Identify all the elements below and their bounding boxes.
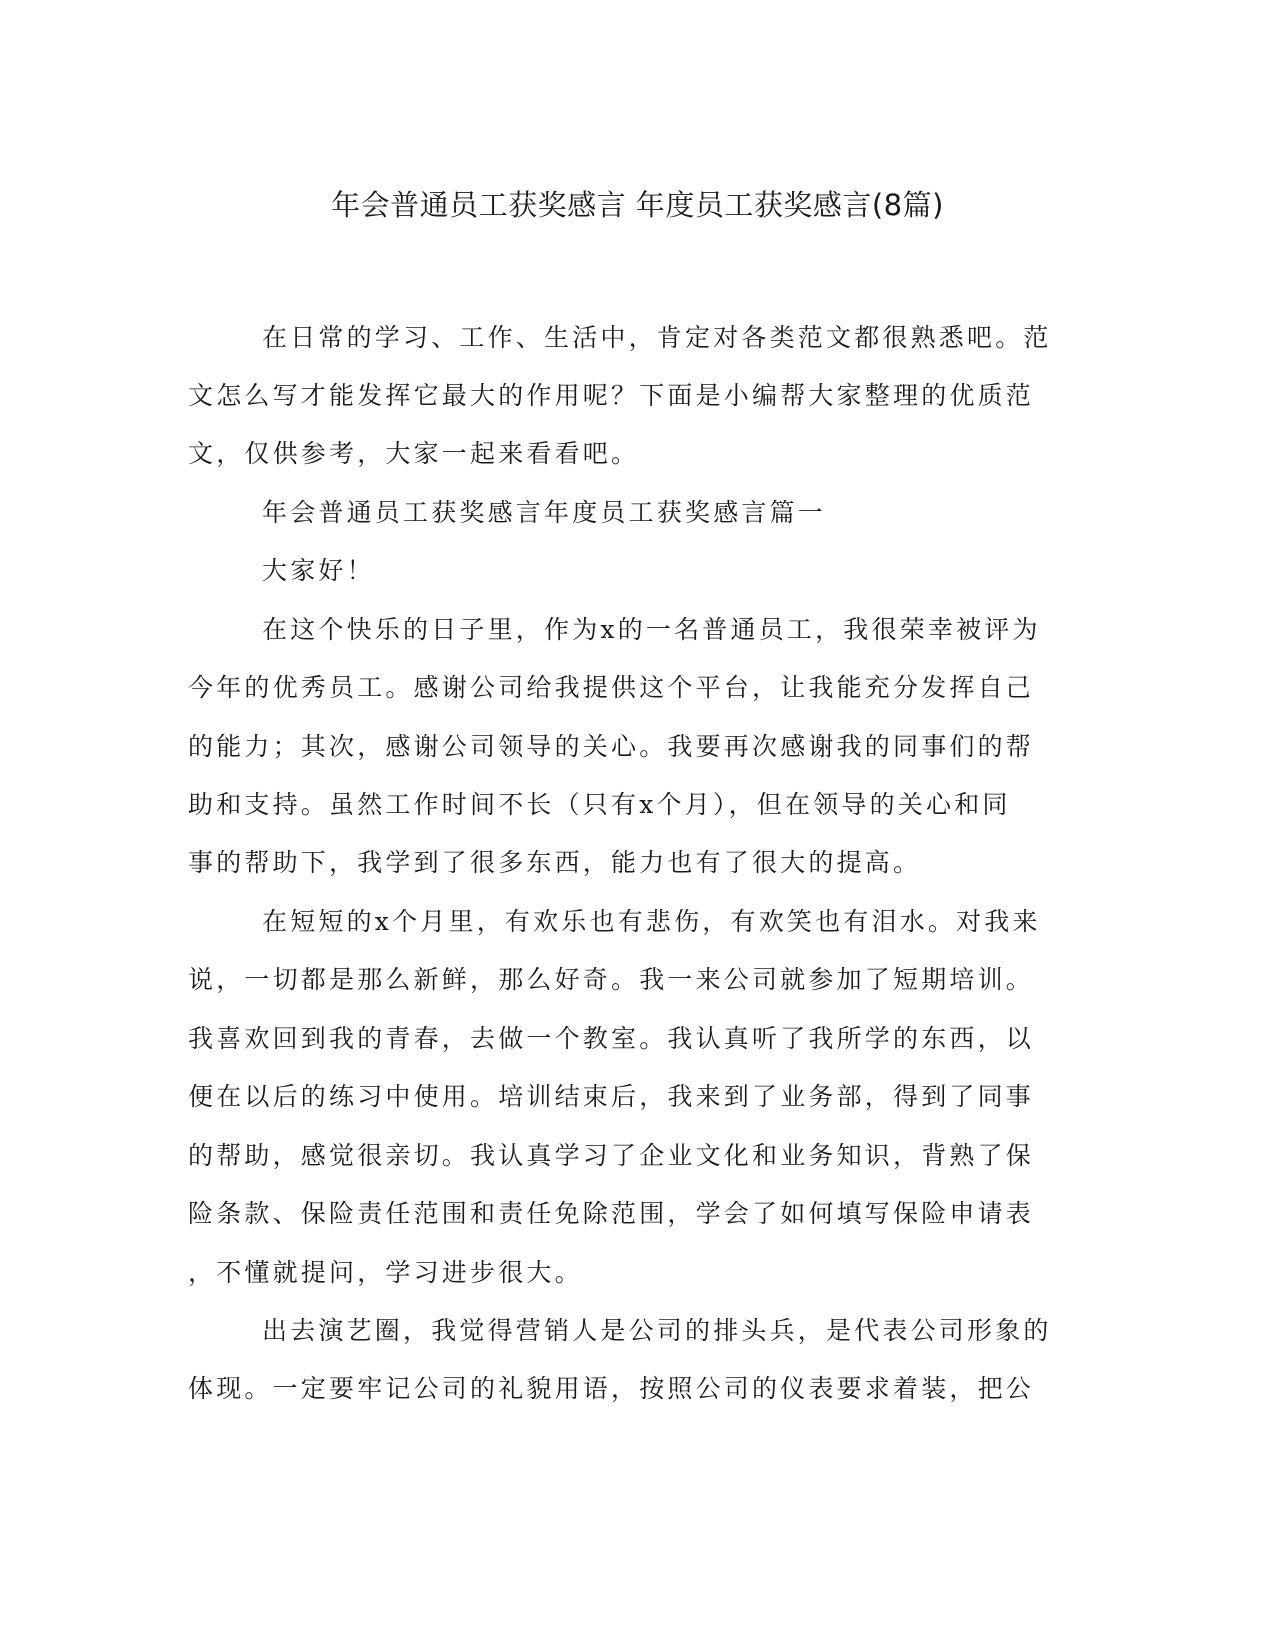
text-line: 今年的优秀员工。感谢公司给我提供这个平台，让我能充分发挥自己 (188, 673, 1035, 702)
text-line: 在短短的x个月里，有欢乐也有悲伤，有欢笑也有泪水。对我来 (262, 907, 1041, 936)
text-line: 年会普通员工获奖感言年度员工获奖感言篇一 (262, 498, 827, 527)
text-line: 在这个快乐的日子里，作为x的一名普通员工，我很荣幸被评为 (262, 615, 1041, 644)
text-line: 体现。一定要牢记公司的礼貌用语，按照公司的仪表要求着装，把公 (188, 1374, 1035, 1403)
text-line: 的能力；其次，感谢公司领导的关心。我要再次感谢我的同事们的帮 (188, 732, 1035, 761)
text-line: 险条款、保险责任范围和责任免除范围，学会了如何填写保险申请表 (188, 1199, 1035, 1228)
text-line: 在日常的学习、工作、生活中，肯定对各类范文都很熟悉吧。范 (262, 323, 1052, 352)
text-line: 助和支持。虽然工作时间不长（只有x个月），但在领导的关心和同 (188, 790, 1011, 819)
document-title: 年会普通员工获奖感言 年度员工获奖感言(8篇) (331, 188, 944, 222)
text-line: 文，仅供参考，大家一起来看看吧。 (188, 439, 640, 468)
text-line: 说，一切都是那么新鲜，那么好奇。我一来公司就参加了短期培训。 (188, 965, 1035, 994)
text-line: 的帮助，感觉很亲切。我认真学习了企业文化和业务知识，背熟了保 (188, 1141, 1035, 1170)
text-line: ，不懂就提问，学习进步很大。 (188, 1258, 583, 1287)
text-line: 便在以后的练习中使用。培训结束后，我来到了业务部，得到了同事 (188, 1082, 1035, 1111)
text-line: 我喜欢回到我的青春，去做一个教室。我认真听了我所学的东西，以 (188, 1024, 1035, 1053)
text-line: 大家好！ (262, 556, 375, 585)
text-line: 出去演艺圈，我觉得营销人是公司的排头兵，是代表公司形象的 (262, 1316, 1052, 1345)
text-line: 文怎么写才能发挥它最大的作用呢？下面是小编帮大家整理的优质范 (188, 381, 1035, 410)
text-line: 事的帮助下，我学到了很多东西，能力也有了很大的提高。 (188, 848, 922, 877)
